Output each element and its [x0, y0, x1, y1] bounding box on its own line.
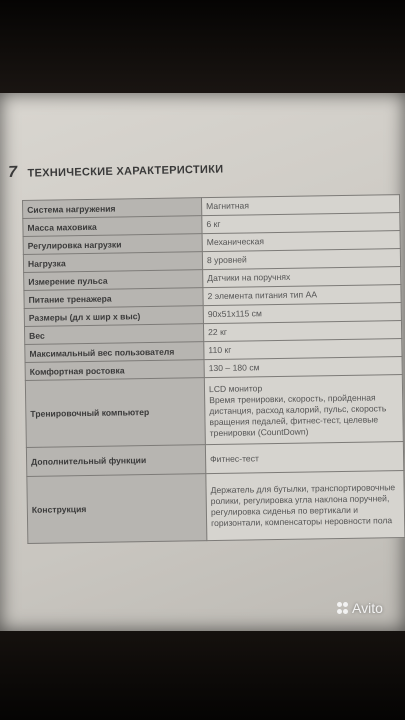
spec-table	[22, 194, 405, 544]
spec-label: Нагрузка	[23, 252, 202, 273]
spec-value: 22 кг	[203, 321, 401, 342]
spec-value: LCD монитор Время тренировки, скорость, пройденная дистанция, расход калорий, пульс, скорость вращения педалей, фитнес-тест, целевые тренировки (CountDown)	[204, 375, 403, 445]
spec-label: Тренировочный компьютер	[25, 378, 205, 448]
avito-watermark	[337, 600, 383, 616]
section-title: ТЕХНИЧЕСКИЕ ХАРАКТЕРИСТИКИ	[27, 163, 224, 180]
spec-value: 130 – 180 см	[204, 357, 402, 378]
spec-label: Вес	[24, 324, 203, 345]
spec-label: Комфортная ростовка	[25, 360, 204, 381]
spec-label: Система нагружения	[23, 198, 202, 219]
spec-value: Механическая	[202, 231, 400, 252]
background-bottom	[0, 631, 405, 720]
spec-label: Дополнительный функции	[26, 445, 205, 477]
spec-value: 90х51х115 см	[203, 303, 401, 324]
spec-label: Конструкция	[27, 474, 207, 544]
spec-value: 6 кг	[202, 213, 400, 234]
spec-value: 110 кг	[204, 339, 402, 360]
spec-value: Фитнес-тест	[205, 442, 403, 474]
section-number: 7	[8, 163, 18, 181]
background-top	[0, 0, 405, 95]
table-row	[25, 375, 403, 448]
spec-value: Держатель для бутылки, транспортировочные ролики, регулировка угла наклона поручней, регулировка сиденья по вертикали и горизонтали, компенсаторы неровности пола	[206, 471, 405, 541]
spec-label: Регулировка нагрузки	[23, 234, 202, 255]
spec-value: 8 уровней	[202, 249, 400, 270]
spec-label: Измерение пульса	[24, 270, 203, 291]
spec-value: 2 элемента питания тип АА	[203, 285, 401, 306]
spec-label: Питание тренажера	[24, 288, 203, 309]
spec-label: Масса маховика	[23, 216, 202, 237]
spec-value: Магнитная	[201, 195, 399, 216]
avito-logo-icon	[337, 602, 349, 614]
watermark-text: Avito	[352, 600, 383, 616]
spec-label: Размеры (дл х шир х выс)	[24, 306, 203, 327]
spec-label: Максимальный вес пользователя	[25, 342, 204, 363]
table-row	[27, 471, 405, 544]
spec-value: Датчики на поручнях	[203, 267, 401, 288]
